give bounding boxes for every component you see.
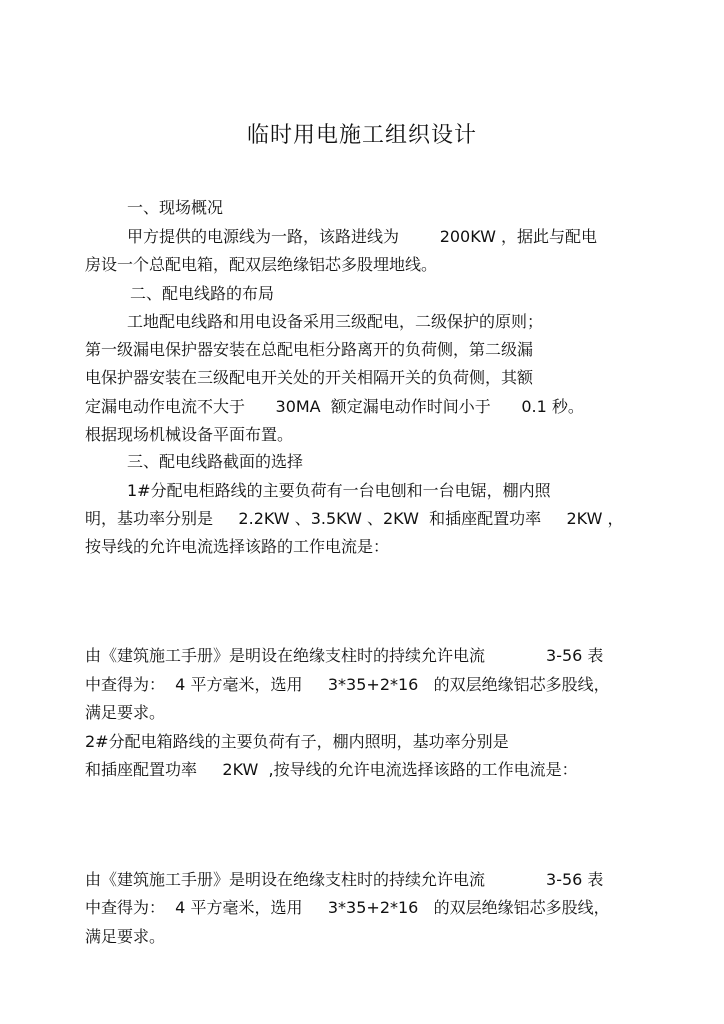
paragraph-line: 中查得为： 4 平方毫米，选用 3*35+2*16 的双层绝缘铝芯多股线，	[85, 675, 610, 694]
section-heading-cross-section: 三、配电线路截面的选择	[127, 452, 304, 471]
paragraph-line: 满足要求。	[85, 927, 166, 946]
paragraph-line: 甲方提供的电源线为一路，该路进线为 200KW ，据此与配电	[127, 227, 598, 246]
section-heading-overview: 一、现场概况	[127, 198, 224, 217]
paragraph-line: 第一级漏电保护器安装在总配电柜分路离开的负荷侧，第二级漏	[85, 340, 534, 359]
paragraph-line: 由《建筑施工手册》是明设在绝缘支柱时的持续允许电流 3-56 表	[85, 646, 604, 665]
paragraph-line: 工地配电线路和用电设备采用三级配电，二级保护的原则；	[127, 312, 544, 331]
section-heading-layout: 二、配电线路的布局	[130, 284, 275, 303]
paragraph-line: 根据现场机械设备平面布置。	[85, 425, 294, 444]
paragraph-line: 中查得为： 4 平方毫米，选用 3*35+2*16 的双层绝缘铝芯多股线，	[85, 898, 610, 917]
document-title: 临时用电施工组织设计	[246, 123, 477, 148]
paragraph-line: 电保护器安装在三级配电开关处的开关相隔开关的负荷侧，其额	[85, 368, 534, 387]
paragraph-line: 2#分配电箱路线的主要负荷有子，棚内照明，基功率分别是	[85, 732, 509, 751]
paragraph-line: 1#分配电柜路线的主要负荷有一台电刨和一台电锯，棚内照	[127, 481, 551, 500]
paragraph-line: 房设一个总配电箱，配双层绝缘铝芯多股埋地线。	[85, 255, 438, 274]
paragraph-line: 按导线的允许电流选择该路的工作电流是：	[85, 537, 390, 556]
paragraph-line: 满足要求。	[85, 703, 166, 722]
paragraph-line: 明，基功率分别是 2.2KW 、3.5KW 、2KW 和插座配置功率 2KW ，	[85, 509, 624, 528]
paragraph-line: 定漏电动作电流不大于 30MA 额定漏电动作时间小于 0.1 秒。	[85, 397, 584, 416]
paragraph-line: 由《建筑施工手册》是明设在绝缘支柱时的持续允许电流 3-56 表	[85, 870, 604, 889]
paragraph-line: 和插座配置功率 2KW ,按导线的允许电流选择该路的工作电流是：	[85, 760, 578, 779]
